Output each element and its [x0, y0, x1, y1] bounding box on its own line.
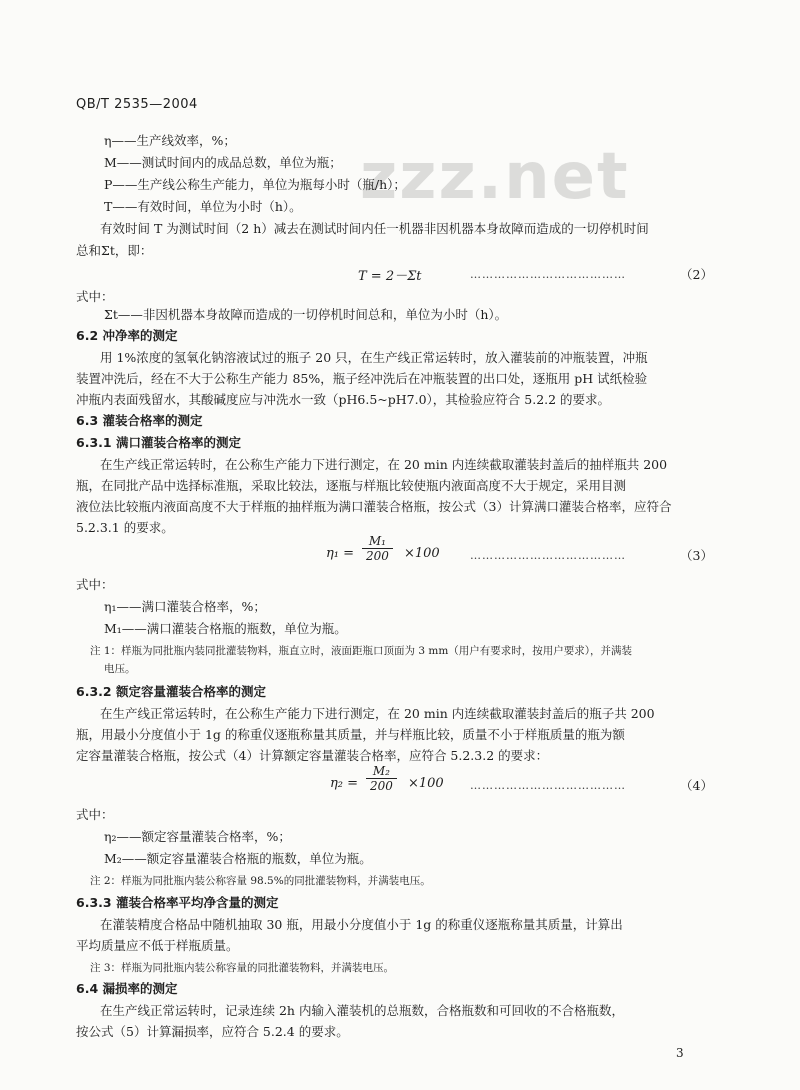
definition-sum-t: Σt——非因机器本身故障而造成的一切停机时间总和，单位为小时（h）。 [104, 307, 508, 322]
formula-4-lhs: η₂ = [330, 776, 359, 791]
section-6-3-1-title: 6.3.1 满口灌装合格率的测定 [76, 435, 241, 450]
formula-3-denominator: 200 [366, 549, 389, 563]
formula-3-number: （3） [680, 548, 713, 563]
paragraph-line: 在生产线正常运转时，在公称生产能力下进行测定，在 20 min 内连续截取灌装封盖后的瓶子共 200 [100, 706, 655, 721]
definition-t: T——有效时间，单位为小时（h）。 [104, 199, 302, 214]
note-3: 注 3：样瓶为同批瓶内装公称容量的同批灌装物料，并满装电压。 [90, 962, 395, 974]
paragraph-line: 瓶，用最小分度值小于 1g 的称重仪逐瓶称量其质量，并与样瓶比较，质量不小于样瓶质量的瓶为额 [76, 727, 625, 742]
definition-m2: M₂——额定容量灌装合格瓶的瓶数，单位为瓶。 [104, 851, 372, 866]
note-1: 注 1：样瓶为同批瓶内装同批灌装物料，瓶直立时，液面距瓶口顶面为 3 mm（用户有要求时，按用户要求），并满装 [90, 645, 633, 657]
formula-3-rhs: ×100 [404, 546, 440, 561]
paragraph-line: 冲瓶内表面残留水，其酸碱度应与冲洗水一致（pH6.5~pH7.0），其检验应符合 5.2.2 的要求。 [76, 392, 611, 407]
paragraph-line: 瓶，在同批产品中选择标准瓶，采取比较法，逐瓶与样瓶比较使瓶内液面高度不大于规定，采用目测 [76, 478, 627, 493]
formula-where: 式中： [76, 577, 114, 592]
paragraph-line: 按公式（5）计算漏损率，应符合 5.2.4 的要求。 [76, 1024, 349, 1039]
note-1-cont: 电压。 [104, 663, 136, 675]
formula-2-number: （2） [680, 267, 713, 282]
paragraph-line: 有效时间 T 为测试时间（2 h）减去在测试时间内任一机器非因机器本身故障而造成的一切停机时间 [100, 221, 649, 236]
formula-3-fraction [362, 534, 393, 563]
paragraph-line: 在灌装精度合格品中随机抽取 30 瓶，用最小分度值小于 1g 的称重仪逐瓶称量其质量，计算出 [100, 917, 623, 932]
section-6-3-3-title: 6.3.3 灌装合格率平均净含量的测定 [76, 895, 279, 910]
formula-3-lhs: η₁ = [326, 546, 355, 561]
formula-2: T = 2－Σt [358, 269, 422, 284]
paragraph-line: 装置冲洗后，经在不大于公称生产能力 85%，瓶子经冲洗后在冲瓶装置的出口处，逐瓶用 pH 试纸检验 [76, 371, 648, 386]
standard-number: QB/T 2535—2004 [76, 97, 198, 112]
paragraph-line: 液位法比较瓶内液面高度不大于样瓶的抽样瓶为满口灌装合格瓶，按公式（3）计算满口灌装合格率，应符合 [76, 499, 672, 514]
paragraph-line: 平均质量应不低于样瓶质量。 [76, 938, 239, 953]
paragraph-line: 在生产线正常运转时，在公称生产能力下进行测定，在 20 min 内连续截取灌装封盖后的抽样瓶共 200 [100, 457, 668, 472]
watermark: zzz.net [360, 140, 630, 214]
section-6-3-title: 6.3 灌装合格率的测定 [76, 413, 203, 428]
formula-4-numerator: M₂ [366, 764, 397, 779]
section-6-4-title: 6.4 漏损率的测定 [76, 981, 178, 996]
formula-4-denominator: 200 [370, 779, 393, 793]
paragraph-line: 总和Σt，即： [76, 243, 153, 258]
definition-eta1: η₁——满口灌装合格率，%； [104, 599, 266, 614]
paragraph-line: 在生产线正常运转时，记录连续 2h 内输入灌装机的总瓶数，合格瓶数和可回收的不合格瓶数， [100, 1003, 624, 1018]
formula-where: 式中： [76, 807, 114, 822]
formula-4-leader: ………………………………… [470, 779, 626, 792]
definition-m: M——测试时间内的成品总数，单位为瓶； [104, 155, 342, 170]
formula-3-leader: ………………………………… [470, 549, 626, 562]
definition-m1: M₁——满口灌装合格瓶的瓶数，单位为瓶。 [104, 621, 347, 636]
formula-2-leader: ………………………………… [470, 268, 626, 281]
section-6-3-2-title: 6.3.2 额定容量灌装合格率的测定 [76, 684, 266, 699]
paragraph-line: 5.2.3.1 的要求。 [76, 520, 174, 535]
definition-p: P——生产线公称生产能力，单位为瓶每小时（瓶/h）； [104, 177, 406, 192]
formula-4-number: （4） [680, 778, 713, 793]
formula-4-fraction [366, 764, 397, 793]
paragraph-line: 定容量灌装合格瓶，按公式（4）计算额定容量灌装合格率，应符合 5.2.3.2 的要求： [76, 748, 549, 763]
page-number: 3 [676, 1046, 684, 1060]
note-2: 注 2：样瓶为同批瓶内装公称容量 98.5%的同批灌装物料，并满装电压。 [90, 875, 431, 887]
formula-4-rhs: ×100 [408, 776, 444, 791]
definition-eta2: η₂——额定容量灌装合格率，%； [104, 829, 291, 844]
paragraph-line: 用 1%浓度的氢氧化钠溶液试过的瓶子 20 只，在生产线正常运转时，放入灌装前的冲瓶装置，冲瓶 [100, 350, 648, 365]
section-6-2-title: 6.2 冲净率的测定 [76, 328, 178, 343]
formula-where: 式中： [76, 289, 114, 304]
definition-eta: η——生产线效率，%； [104, 133, 236, 148]
formula-3-numerator: M₁ [362, 534, 393, 549]
